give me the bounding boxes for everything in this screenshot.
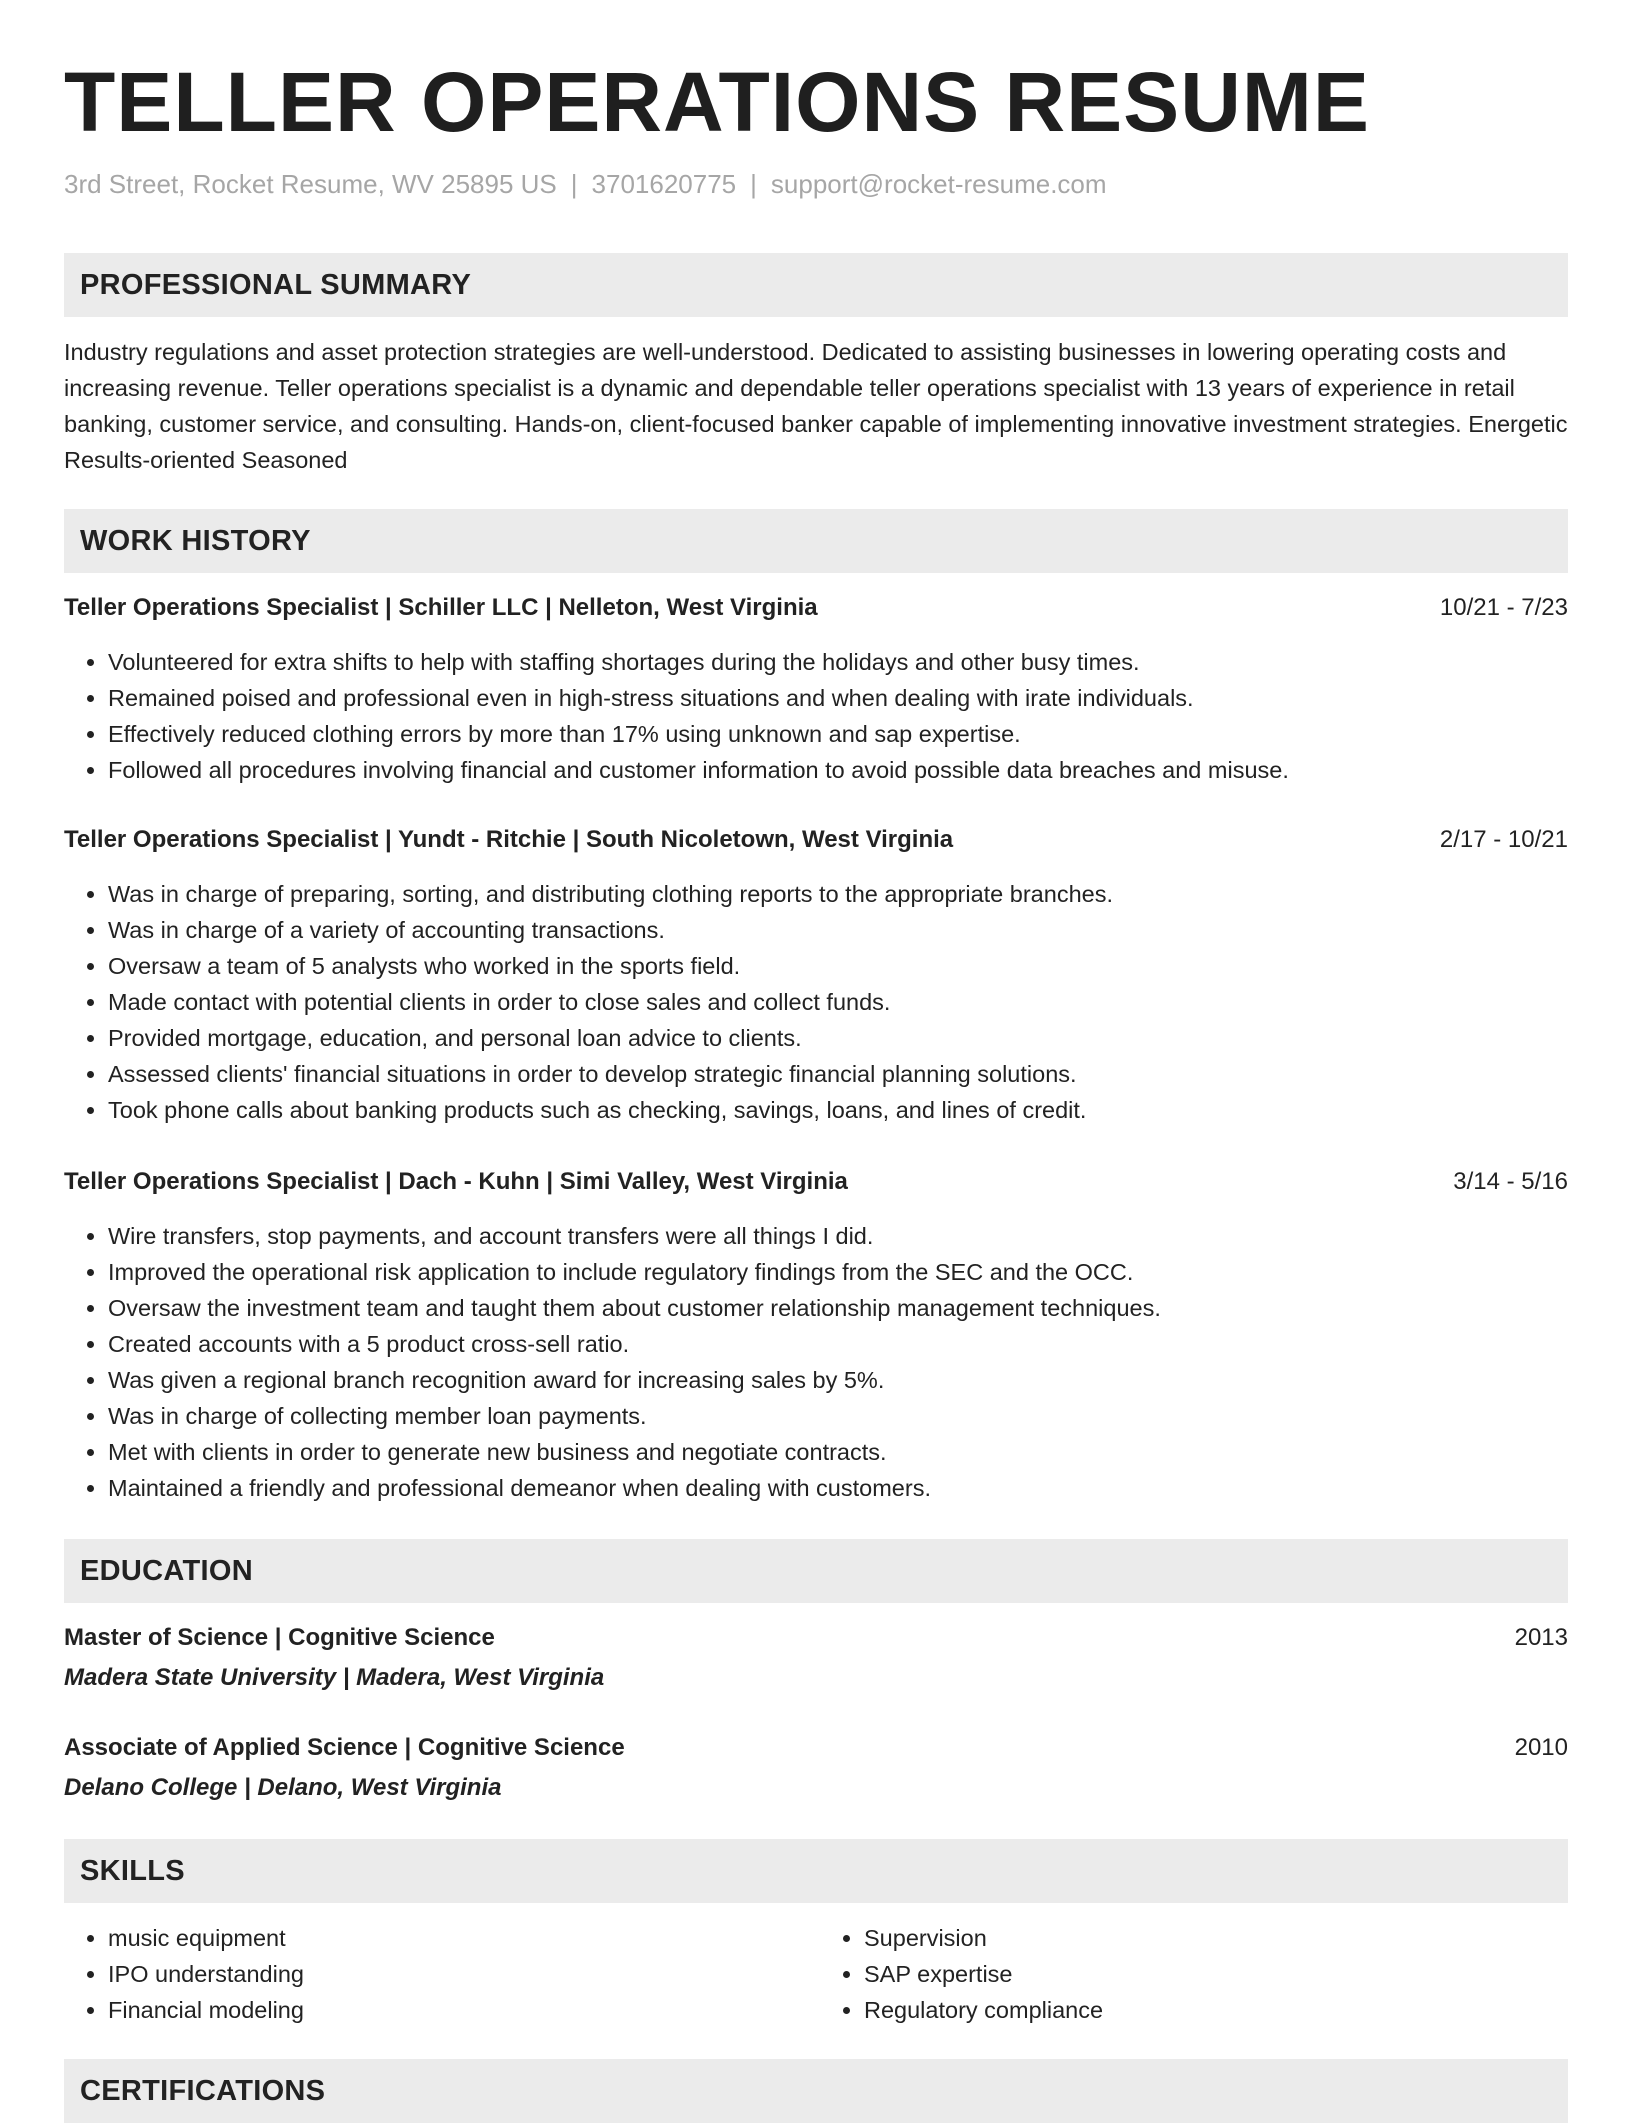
bullet-item: • Remained poised and professional even in high-stress situations and when dealing with irate individuals. — [108, 680, 1568, 716]
school: Delano College | Delano, West Virginia — [64, 1774, 502, 1801]
bullet-item: • Was in charge of a variety of accounting transactions. — [108, 912, 1568, 948]
job-bullets — [64, 876, 1568, 1128]
skill-item: • IPO understanding — [108, 1956, 808, 1992]
bullet-item: • Made contact with potential clients in order to close sales and collect funds. — [108, 984, 1568, 1020]
job-header — [64, 822, 1568, 858]
bullet-item: • Took phone calls about banking products such as checking, savings, loans, and lines of credit. — [108, 1092, 1568, 1128]
job-dates: 2/17 - 10/21 — [1439, 826, 1568, 853]
summary-text: Industry regulations and asset protection strategies are well-understood. Dedicated to assisting businesses in lowering operating costs and increasing revenue. Teller operations specialist is a dynamic and dependable teller operations specialist with 13 years of experience in retail banking, customer service, and consulting. Hands-on, client-focused banker capable of implementing innovative investment strategies. Energetic Results-oriented Seasoned — [64, 339, 1568, 473]
bullet-item: • Oversaw a team of 5 analysts who worked in the sports field. — [108, 948, 1568, 984]
education-header — [64, 1730, 1568, 1766]
section-header-certifications — [64, 2059, 1568, 2123]
job-entry — [64, 1164, 1568, 1506]
section-header-work-history — [64, 509, 1568, 573]
bullet-item: • Maintained a friendly and professional demeanor when dealing with customers. — [108, 1470, 1568, 1506]
section-header-skills — [64, 1839, 1568, 1903]
bullet-item: • Was given a regional branch recognition award for increasing sales by 5%. — [108, 1362, 1568, 1398]
section-title: CERTIFICATIONS — [80, 2075, 326, 2107]
graduation-year: 2010 — [1514, 1734, 1568, 1761]
section-title: PROFESSIONAL SUMMARY — [80, 269, 472, 301]
job-title: Teller Operations Specialist | Yundt - Ritchie | South Nicoletown, West Virginia — [64, 826, 954, 853]
skill-item: • music equipment — [108, 1920, 808, 1956]
job-entry — [64, 822, 1568, 1128]
skills-list — [64, 1920, 1568, 2028]
job-entry — [64, 590, 1568, 788]
graduation-year: 2013 — [1514, 1624, 1568, 1651]
section-title: EDUCATION — [80, 1555, 253, 1587]
job-header — [64, 1164, 1568, 1200]
education-entry — [64, 1730, 1568, 1810]
bullet-item: • Assessed clients' financial situations in order to develop strategic financial planning solutions. — [108, 1056, 1568, 1092]
skill-item: • Regulatory compliance — [864, 1992, 1564, 2028]
resume-title: TELLER OPERATIONS RESUME — [64, 55, 1370, 149]
phone: 3701620775 — [591, 169, 737, 199]
bullet-item: • Followed all procedures involving financial and customer information to avoid possible data breaches and misuse. — [108, 752, 1568, 788]
skills-column-left — [64, 1920, 808, 2028]
degree: Master of Science | Cognitive Science — [64, 1624, 495, 1651]
section-title: SKILLS — [80, 1855, 185, 1887]
section-header-education — [64, 1539, 1568, 1603]
bullet-item: • Wire transfers, stop payments, and account transfers were all things I did. — [108, 1218, 1568, 1254]
section-title: WORK HISTORY — [80, 525, 311, 557]
section-header-summary — [64, 253, 1568, 317]
skills-column-right — [808, 1920, 1564, 2028]
bullet-item: • Was in charge of collecting member loan payments. — [108, 1398, 1568, 1434]
education-header — [64, 1620, 1568, 1656]
contact-separator: | — [570, 169, 578, 199]
job-bullets — [64, 1218, 1568, 1506]
bullet-item: • Oversaw the investment team and taught them about customer relationship management techniques. — [108, 1290, 1568, 1326]
skill-item: • Supervision — [864, 1920, 1564, 1956]
bullet-item: • Volunteered for extra shifts to help with staffing shortages during the holidays and other busy times. — [108, 644, 1568, 680]
address: 3rd Street, Rocket Resume, WV 25895 US — [64, 169, 557, 199]
bullet-item: • Created accounts with a 5 product cross-sell ratio. — [108, 1326, 1568, 1362]
job-dates: 3/14 - 5/16 — [1453, 1168, 1568, 1195]
skill-item: • Financial modeling — [108, 1992, 808, 2028]
job-dates: 10/21 - 7/23 — [1439, 594, 1568, 621]
bullet-item: • Met with clients in order to generate new business and negotiate contracts. — [108, 1434, 1568, 1470]
email: support@rocket-resume.com — [770, 169, 1107, 199]
job-title: Teller Operations Specialist | Dach - Kuhn | Simi Valley, West Virginia — [64, 1168, 848, 1195]
contact-line — [64, 166, 1107, 202]
bullet-item: • Effectively reduced clothing errors by more than 17% using unknown and sap expertise. — [108, 716, 1568, 752]
contact-separator: | — [750, 169, 757, 199]
bullet-item: • Improved the operational risk application to include regulatory findings from the SEC and the OCC. — [108, 1254, 1568, 1290]
education-entry — [64, 1620, 1568, 1700]
degree: Associate of Applied Science | Cognitive Science — [64, 1734, 625, 1761]
job-bullets — [64, 644, 1568, 788]
job-header — [64, 590, 1568, 626]
bullet-item: • Was in charge of preparing, sorting, and distributing clothing reports to the appropriate branches. — [108, 876, 1568, 912]
bullet-item: • Provided mortgage, education, and personal loan advice to clients. — [108, 1020, 1568, 1056]
school: Madera State University | Madera, West Virginia — [64, 1664, 605, 1691]
skill-item: • SAP expertise — [864, 1956, 1564, 1992]
job-title: Teller Operations Specialist | Schiller LLC | Nelleton, West Virginia — [64, 594, 818, 621]
